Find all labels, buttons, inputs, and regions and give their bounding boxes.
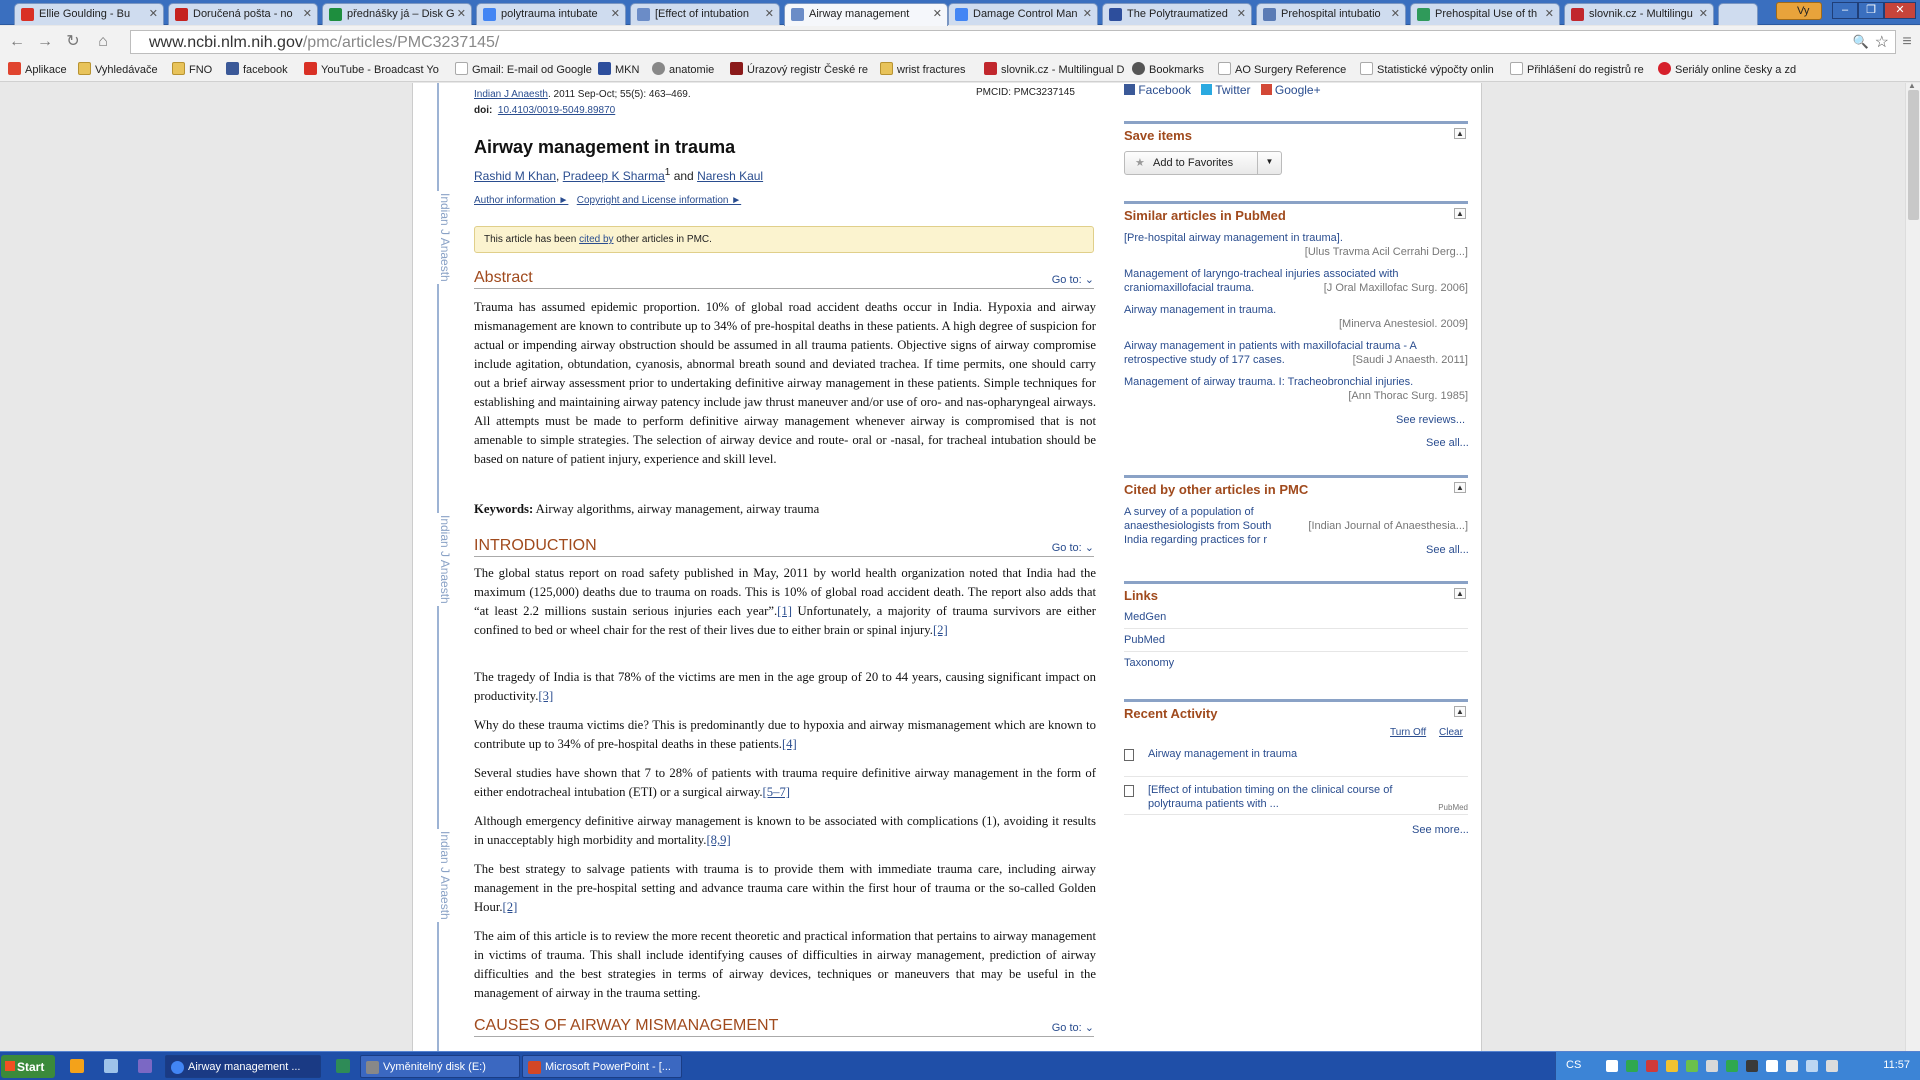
bookmark-anatomie[interactable]: anatomie bbox=[652, 62, 714, 76]
reference-link[interactable]: [4] bbox=[781, 737, 797, 751]
link-pubmed[interactable]: PubMed bbox=[1124, 630, 1468, 652]
tab-close-icon[interactable]: ✕ bbox=[932, 8, 942, 20]
share-twitter[interactable]: Twitter bbox=[1215, 83, 1251, 97]
google-icon bbox=[483, 8, 496, 21]
tray-icon[interactable] bbox=[1726, 1060, 1738, 1072]
turn-off-link[interactable]: Turn Off bbox=[1390, 727, 1427, 738]
author-info-links bbox=[474, 195, 741, 206]
tray-icon[interactable] bbox=[1686, 1060, 1698, 1072]
bookmark-serialy[interactable]: Seriály online česky a zd bbox=[1658, 62, 1796, 76]
taskbar-chrome[interactable]: Airway management ... bbox=[165, 1055, 321, 1078]
bookmark-mkn[interactable]: MKN bbox=[598, 62, 639, 76]
minimize-button[interactable]: – bbox=[1832, 2, 1858, 19]
collapse-icon[interactable]: ▲ bbox=[1454, 482, 1466, 493]
dropdown-caret-icon[interactable]: ▼ bbox=[1257, 152, 1281, 174]
tab-google-drive[interactable]: přednášky já – Disk G ✕ bbox=[322, 3, 472, 25]
cited-by-notice: This article has been cited by other articles in PMC. bbox=[474, 226, 1094, 253]
tab-close-icon[interactable]: ✕ bbox=[1390, 8, 1400, 20]
collapse-icon[interactable]: ▲ bbox=[1454, 208, 1466, 219]
links-heading: Links ▲ bbox=[1124, 581, 1468, 603]
doi-link[interactable]: 10.4103/0019-5049.89870 bbox=[497, 105, 616, 116]
tray-icon[interactable] bbox=[1766, 1060, 1778, 1072]
google-plus-icon bbox=[1261, 84, 1272, 95]
share-links bbox=[1124, 83, 1321, 97]
ncbi-icon bbox=[637, 8, 650, 21]
close-window-button[interactable]: ✕ bbox=[1884, 2, 1916, 19]
journal-link[interactable]: Indian J Anaesth bbox=[474, 89, 548, 100]
collapse-icon[interactable]: ▲ bbox=[1454, 706, 1466, 717]
tab-close-icon[interactable]: ✕ bbox=[148, 8, 158, 20]
author-link[interactable]: Rashid M Khan bbox=[474, 169, 557, 183]
ncbi-icon bbox=[791, 8, 804, 21]
intro-paragraph: The global status report on road safety published in May, 2011 by world health organization noted that India had the maximum (125,000) deaths due to trauma on roads. This is 10% of global road accident death. The report also adds that “at least 2.2 millions sustain serious injuries each year”.[1] Unfortunately, a majority of trauma survivors are either confined to bed or wheel chair for the rest of their lives due to either brain or spinal injury.[2] bbox=[474, 566, 1096, 637]
goto-menu[interactable]: Go to: ⌄ bbox=[1051, 274, 1094, 286]
collapse-icon[interactable]: ▲ bbox=[1454, 128, 1466, 139]
cited-by-link[interactable]: cited by bbox=[579, 234, 614, 245]
spine-label: Indian J Anaesth bbox=[424, 191, 452, 284]
url-text: www.ncbi.nlm.nih.gov/pmc/articles/PMC3237145/ bbox=[149, 34, 500, 51]
reference-link[interactable]: [3] bbox=[538, 689, 554, 703]
language-indicator[interactable]: CS bbox=[1566, 1059, 1582, 1071]
drive-icon bbox=[329, 8, 342, 21]
search-icon[interactable]: 🔍 bbox=[1852, 34, 1869, 49]
chevron-down-icon: ⌄ bbox=[1084, 542, 1094, 554]
intro-paragraph: Why do these trauma victims die? This is predominantly due to hypoxia and airway mismanagement which are known to contribute up to 34% of pre-hospital deaths in these patients.[4] bbox=[474, 718, 1096, 751]
tab-close-icon[interactable]: ✕ bbox=[1082, 8, 1092, 20]
tab-close-icon[interactable]: ✕ bbox=[302, 8, 312, 20]
folder-icon bbox=[880, 62, 893, 75]
introduction-heading: INTRODUCTION Go to: ⌄ bbox=[474, 535, 1094, 557]
registr-icon bbox=[730, 62, 743, 75]
tray-icon[interactable] bbox=[1666, 1060, 1678, 1072]
scrollbar-thumb[interactable] bbox=[1908, 90, 1919, 220]
tray-icon[interactable] bbox=[1646, 1060, 1658, 1072]
reference-link[interactable]: [1] bbox=[777, 604, 792, 618]
bookmarks-bar bbox=[0, 58, 1920, 82]
tab-close-icon[interactable]: ✕ bbox=[1236, 8, 1246, 20]
youtube-icon bbox=[304, 62, 317, 75]
tray-icon[interactable] bbox=[1626, 1060, 1638, 1072]
chevron-down-icon: ⌄ bbox=[1084, 274, 1094, 286]
media-player-icon[interactable] bbox=[70, 1059, 84, 1073]
reload-button[interactable]: ↻ bbox=[66, 33, 80, 50]
link-medgen[interactable]: MedGen bbox=[1124, 607, 1468, 629]
tab-google-search[interactable]: polytrauma intubate ✕ bbox=[476, 3, 626, 25]
back-button[interactable]: ← bbox=[9, 33, 25, 50]
goto-menu[interactable]: Go to: ⌄ bbox=[1051, 542, 1094, 554]
abstract-heading: Abstract Go to: ⌄ bbox=[474, 267, 1094, 289]
tab-close-icon[interactable]: ✕ bbox=[1698, 8, 1708, 20]
spine-label: Indian J Anaesth bbox=[424, 513, 452, 606]
show-desktop-icon[interactable] bbox=[104, 1059, 118, 1073]
windows-taskbar bbox=[0, 1051, 1920, 1080]
tab-prehospital-use[interactable]: Prehospital Use of th ✕ bbox=[1410, 3, 1560, 25]
powerpoint-icon bbox=[528, 1061, 541, 1074]
slovnik-icon bbox=[984, 62, 997, 75]
scroll-up-icon[interactable]: ▲ bbox=[1908, 81, 1916, 90]
abstract-text: Trauma has assumed epidemic proportion. 10% of global road accident deaths occur in India. Hypoxia and airway mismanagement are known to contribute up to 34% of pre-hospital deaths in these patients. A high degree of suspicion for actual or impending airway obstruction should be assumed in all trauma patients. Objective signs of airway compromise include agitation, obtundation, cyanosis, abnormal breath sound and deviated trachea. If time permits, one should carry out a brief airway assessment prior to undertaking definitive airway management in these patients. Simple techniques for establishing and maintaining airway patency include jaw thrust maneuver and/or use of oro- and nas-opharyngeal airways. All attempts must be made to perform definitive airway management whenever airway is compromised that is not amenable to simple strategies. The selection of airway device and route- oral or -nasal, for tracheal intubation should be based on nature of patient injury, experience and skill level. bbox=[474, 300, 1096, 466]
bookmark-fno[interactable]: FNO bbox=[172, 62, 212, 76]
see-more-link[interactable]: See more... bbox=[1412, 824, 1469, 836]
share-google-plus[interactable]: Google+ bbox=[1274, 83, 1321, 97]
gmail-icon bbox=[175, 8, 188, 21]
chrome-icon bbox=[171, 1061, 184, 1074]
recent-activity-item[interactable]: [Effect of intubation timing on the clinical course of polytrauma patients with ... PubMed bbox=[1124, 783, 1468, 815]
clock: 11:57 bbox=[1883, 1059, 1910, 1071]
see-all-cited-link[interactable]: See all... bbox=[1426, 544, 1469, 556]
star-icon: ★ bbox=[1135, 157, 1145, 169]
browser-tab-strip bbox=[0, 0, 1920, 25]
system-tray bbox=[1555, 1052, 1920, 1080]
similar-articles-heading: Similar articles in PubMed ▲ bbox=[1124, 201, 1468, 223]
menu-icon[interactable]: ≡ bbox=[1902, 33, 1912, 50]
bookmark-wrist-fractures[interactable]: wrist fractures bbox=[880, 62, 965, 76]
taskbar-powerpoint[interactable]: Microsoft PowerPoint - [... bbox=[522, 1055, 682, 1078]
collapse-icon[interactable]: ▲ bbox=[1454, 588, 1466, 599]
taskbar-removable-disk[interactable]: Vyměnitelný disk (E:) bbox=[360, 1055, 520, 1078]
bookmark-youtube[interactable]: YouTube - Broadcast Yo bbox=[304, 62, 440, 76]
windows-logo-icon bbox=[5, 1061, 15, 1071]
page-icon bbox=[1510, 62, 1523, 75]
network-icon[interactable] bbox=[1826, 1060, 1838, 1072]
bookmark-urazovy-registr[interactable]: Úrazový registr České re bbox=[730, 62, 866, 76]
chevron-down-icon: ⌄ bbox=[1084, 1022, 1094, 1034]
star-icon bbox=[1132, 62, 1145, 75]
page-viewport bbox=[0, 83, 1905, 1051]
pmcid: PMCID: PMC3237145 bbox=[976, 87, 1075, 98]
tab-damage-control[interactable]: Damage Control Man ✕ bbox=[948, 3, 1098, 25]
google-icon bbox=[955, 8, 968, 21]
similar-article-item[interactable]: Airway management in trauma. [Minerva Anestesiol. 2009] bbox=[1124, 304, 1468, 330]
tab-close-icon[interactable]: ✕ bbox=[764, 8, 774, 20]
google-icon bbox=[455, 62, 468, 75]
anatomie-icon bbox=[652, 62, 665, 75]
tab-close-icon[interactable]: ✕ bbox=[1544, 8, 1554, 20]
recent-activity-heading: Recent Activity ▲ bbox=[1124, 699, 1468, 721]
drive-icon bbox=[366, 1061, 379, 1074]
mkn-icon bbox=[598, 62, 611, 75]
tab-effect-of-intubation[interactable]: [Effect of intubation ✕ bbox=[630, 3, 780, 25]
forward-button[interactable]: → bbox=[37, 33, 53, 50]
tab-slovnik[interactable]: slovnik.cz - Multilingu ✕ bbox=[1564, 3, 1714, 25]
browser-toolbar bbox=[0, 26, 1920, 58]
tab-close-icon[interactable]: ✕ bbox=[610, 8, 620, 20]
see-all-similar-link[interactable]: See all... bbox=[1426, 437, 1469, 449]
see-reviews-link[interactable]: See reviews... bbox=[1396, 414, 1466, 426]
goto-menu[interactable]: Go to: ⌄ bbox=[1051, 1022, 1094, 1034]
page-icon bbox=[1218, 62, 1231, 75]
page-icon bbox=[1417, 8, 1430, 21]
twitter-icon bbox=[1201, 84, 1212, 95]
reference-link[interactable]: [5–7] bbox=[762, 785, 791, 799]
folder-icon bbox=[78, 62, 91, 75]
clear-link[interactable]: Clear bbox=[1439, 727, 1463, 738]
bookmark-prihlaseni[interactable]: Přihlášení do registrů re bbox=[1510, 62, 1650, 76]
author-information-link[interactable]: Author information ► bbox=[474, 195, 569, 206]
start-button[interactable]: Start bbox=[1, 1055, 55, 1078]
tray-icon[interactable] bbox=[1786, 1060, 1798, 1072]
bookmark-slovnik[interactable]: slovnik.cz - Multilingual D bbox=[984, 62, 1112, 76]
spine-label: Indian J Anaesth bbox=[424, 829, 452, 922]
loading-icon bbox=[1263, 8, 1276, 21]
intro-paragraph: The best strategy to salvage patients with trauma is to provide them with immediate trauma care, including airway management in the pre-hospital setting and advance trauma care within the first hour of trauma or the so-called Golden Hour.[2] bbox=[474, 862, 1096, 914]
star-icon[interactable]: ☆ bbox=[1874, 34, 1889, 51]
recent-activity-item[interactable]: Airway management in trauma bbox=[1124, 747, 1468, 777]
bookmark-statisticke[interactable]: Statistické výpočty onlin bbox=[1360, 62, 1496, 76]
maximize-button[interactable]: ❐ bbox=[1858, 2, 1884, 19]
tab-polytraumatized[interactable]: The Polytraumatized ✕ bbox=[1102, 3, 1252, 25]
tray-icon[interactable] bbox=[1606, 1060, 1618, 1072]
add-to-favorites-button[interactable]: ★ Add to Favorites ▼ bbox=[1124, 151, 1282, 175]
vertical-scrollbar[interactable] bbox=[1905, 83, 1920, 1051]
bookmark-facebook[interactable]: facebook bbox=[226, 62, 288, 76]
tab-airway-management[interactable]: Airway management ✕ bbox=[784, 3, 948, 26]
serialy-icon bbox=[1658, 62, 1671, 75]
reference-link[interactable]: [2] bbox=[932, 623, 948, 637]
media-icon[interactable] bbox=[138, 1059, 152, 1073]
bookmark-ao-surgery[interactable]: AO Surgery Reference bbox=[1218, 62, 1346, 76]
link-taxonomy[interactable]: Taxonomy bbox=[1124, 657, 1175, 669]
cited-by-heading: Cited by other articles in PMC ▲ bbox=[1124, 475, 1468, 497]
similar-article-item[interactable]: [Pre-hospital airway management in trauma]. [Ulus Travma Acil Cerrahi Derg...] bbox=[1124, 232, 1468, 258]
bookmark-gmail[interactable]: Gmail: E-mail od Google bbox=[455, 62, 592, 76]
citation: Indian J Anaesth. 2011 Sep-Oct; 55(5): 463–469. doi: 10.4103/0019-5049.89870 bbox=[474, 89, 691, 116]
tab-close-icon[interactable]: ✕ bbox=[456, 8, 466, 20]
home-button[interactable]: ⌂ bbox=[98, 33, 108, 50]
cited-article-item[interactable]: A survey of a population of anaesthesiologists from South India regarding practices for r [Indian Journal of Anaesthesia...] bbox=[1124, 506, 1468, 546]
intro-paragraph: Although emergency definitive airway management is known to be associated with complications (1), avoiding it results in unacceptably high morbidity and mortality.[8,9] bbox=[474, 814, 1096, 847]
bookmark-vyhledavace[interactable]: Vyhledávače bbox=[78, 62, 158, 76]
new-tab-button[interactable] bbox=[1718, 3, 1758, 25]
similar-article-item[interactable]: Management of airway trauma. I: Tracheobronchial injuries. [Ann Thorac Surg. 1985] bbox=[1124, 376, 1468, 402]
author-link[interactable]: Pradeep K Sharma bbox=[562, 169, 665, 183]
share-facebook[interactable]: Facebook bbox=[1138, 83, 1192, 97]
author-link[interactable]: Naresh Kaul bbox=[697, 169, 764, 183]
tab-gmail-inbox[interactable]: Doručená pošta - no ✕ bbox=[168, 3, 318, 25]
facebook-icon bbox=[226, 62, 239, 75]
similar-article-item[interactable]: Airway management in patients with maxillofacial trauma - A retrospective study of 177 cases. [Saudi J Anaesth. 2011] bbox=[1124, 340, 1468, 366]
save-items-heading: Save items ▲ bbox=[1124, 121, 1468, 143]
causes-heading: CAUSES OF AIRWAY MISMANAGEMENT Go to: ⌄ bbox=[474, 1015, 1094, 1037]
folder-icon bbox=[172, 62, 185, 75]
tab-prehospital-intubation[interactable]: Prehospital intubatio ✕ bbox=[1256, 3, 1406, 25]
article-title: Airway management in trauma bbox=[474, 137, 736, 157]
document-icon bbox=[1124, 785, 1134, 797]
volume-icon[interactable] bbox=[1806, 1060, 1818, 1072]
intro-paragraph: The tragedy of India is that 78% of the victims are men in the age group of 20 to 44 years, causing significant impact on productivity.[3] bbox=[474, 670, 1096, 703]
intro-paragraph: Several studies have shown that 7 to 28% of patients with trauma require definitive airway management in the form of either endotracheal intubation (ETI) or a surgical airway.[5–7] bbox=[474, 766, 1096, 799]
similar-article-item[interactable]: Management of laryngo-tracheal injuries associated with craniomaxillofacial trauma. [J Oral Maxillofac Surg. 2006] bbox=[1124, 268, 1468, 294]
document-icon bbox=[1124, 749, 1134, 761]
address-bar[interactable] bbox=[130, 30, 1896, 54]
intro-paragraph: The aim of this article is to review the more recent theoretic and practical information that pertains to airway management in victims of trauma. This shall include identifying causes of difficulties in airway management, prediction of airway difficulties and the best strategies in terms of airway devices, techniques or maneuvers that may be useful in the management of airway in the trauma setting. bbox=[474, 929, 1096, 1000]
bookmark-apps[interactable]: Aplikace bbox=[8, 62, 67, 76]
slovnik-icon bbox=[1571, 8, 1584, 21]
bookmark-bookmarks[interactable]: Bookmarks bbox=[1132, 62, 1204, 76]
copyright-link[interactable]: Copyright and License information ► bbox=[576, 195, 742, 206]
author-list: Rashid M Khan, Pradeep K Sharma$^1$ and Naresh Kaul bbox=[474, 167, 764, 183]
keywords: Keywords: Airway algorithms, airway management, airway trauma bbox=[474, 502, 820, 516]
network-icon[interactable] bbox=[336, 1059, 350, 1073]
user-profile-button[interactable]: Vy bbox=[1776, 2, 1822, 20]
tray-icon[interactable] bbox=[1706, 1060, 1718, 1072]
youtube-icon bbox=[21, 8, 34, 21]
medscape-icon bbox=[1109, 8, 1122, 21]
facebook-icon bbox=[1124, 84, 1135, 95]
reference-link[interactable]: [2] bbox=[502, 900, 518, 914]
page-icon bbox=[1360, 62, 1373, 75]
apps-icon bbox=[8, 62, 21, 75]
tray-icon[interactable] bbox=[1746, 1060, 1758, 1072]
reference-link[interactable]: [8,9] bbox=[706, 833, 731, 847]
tab-ellie-goulding[interactable]: Ellie Goulding - Bu ✕ bbox=[14, 3, 164, 25]
